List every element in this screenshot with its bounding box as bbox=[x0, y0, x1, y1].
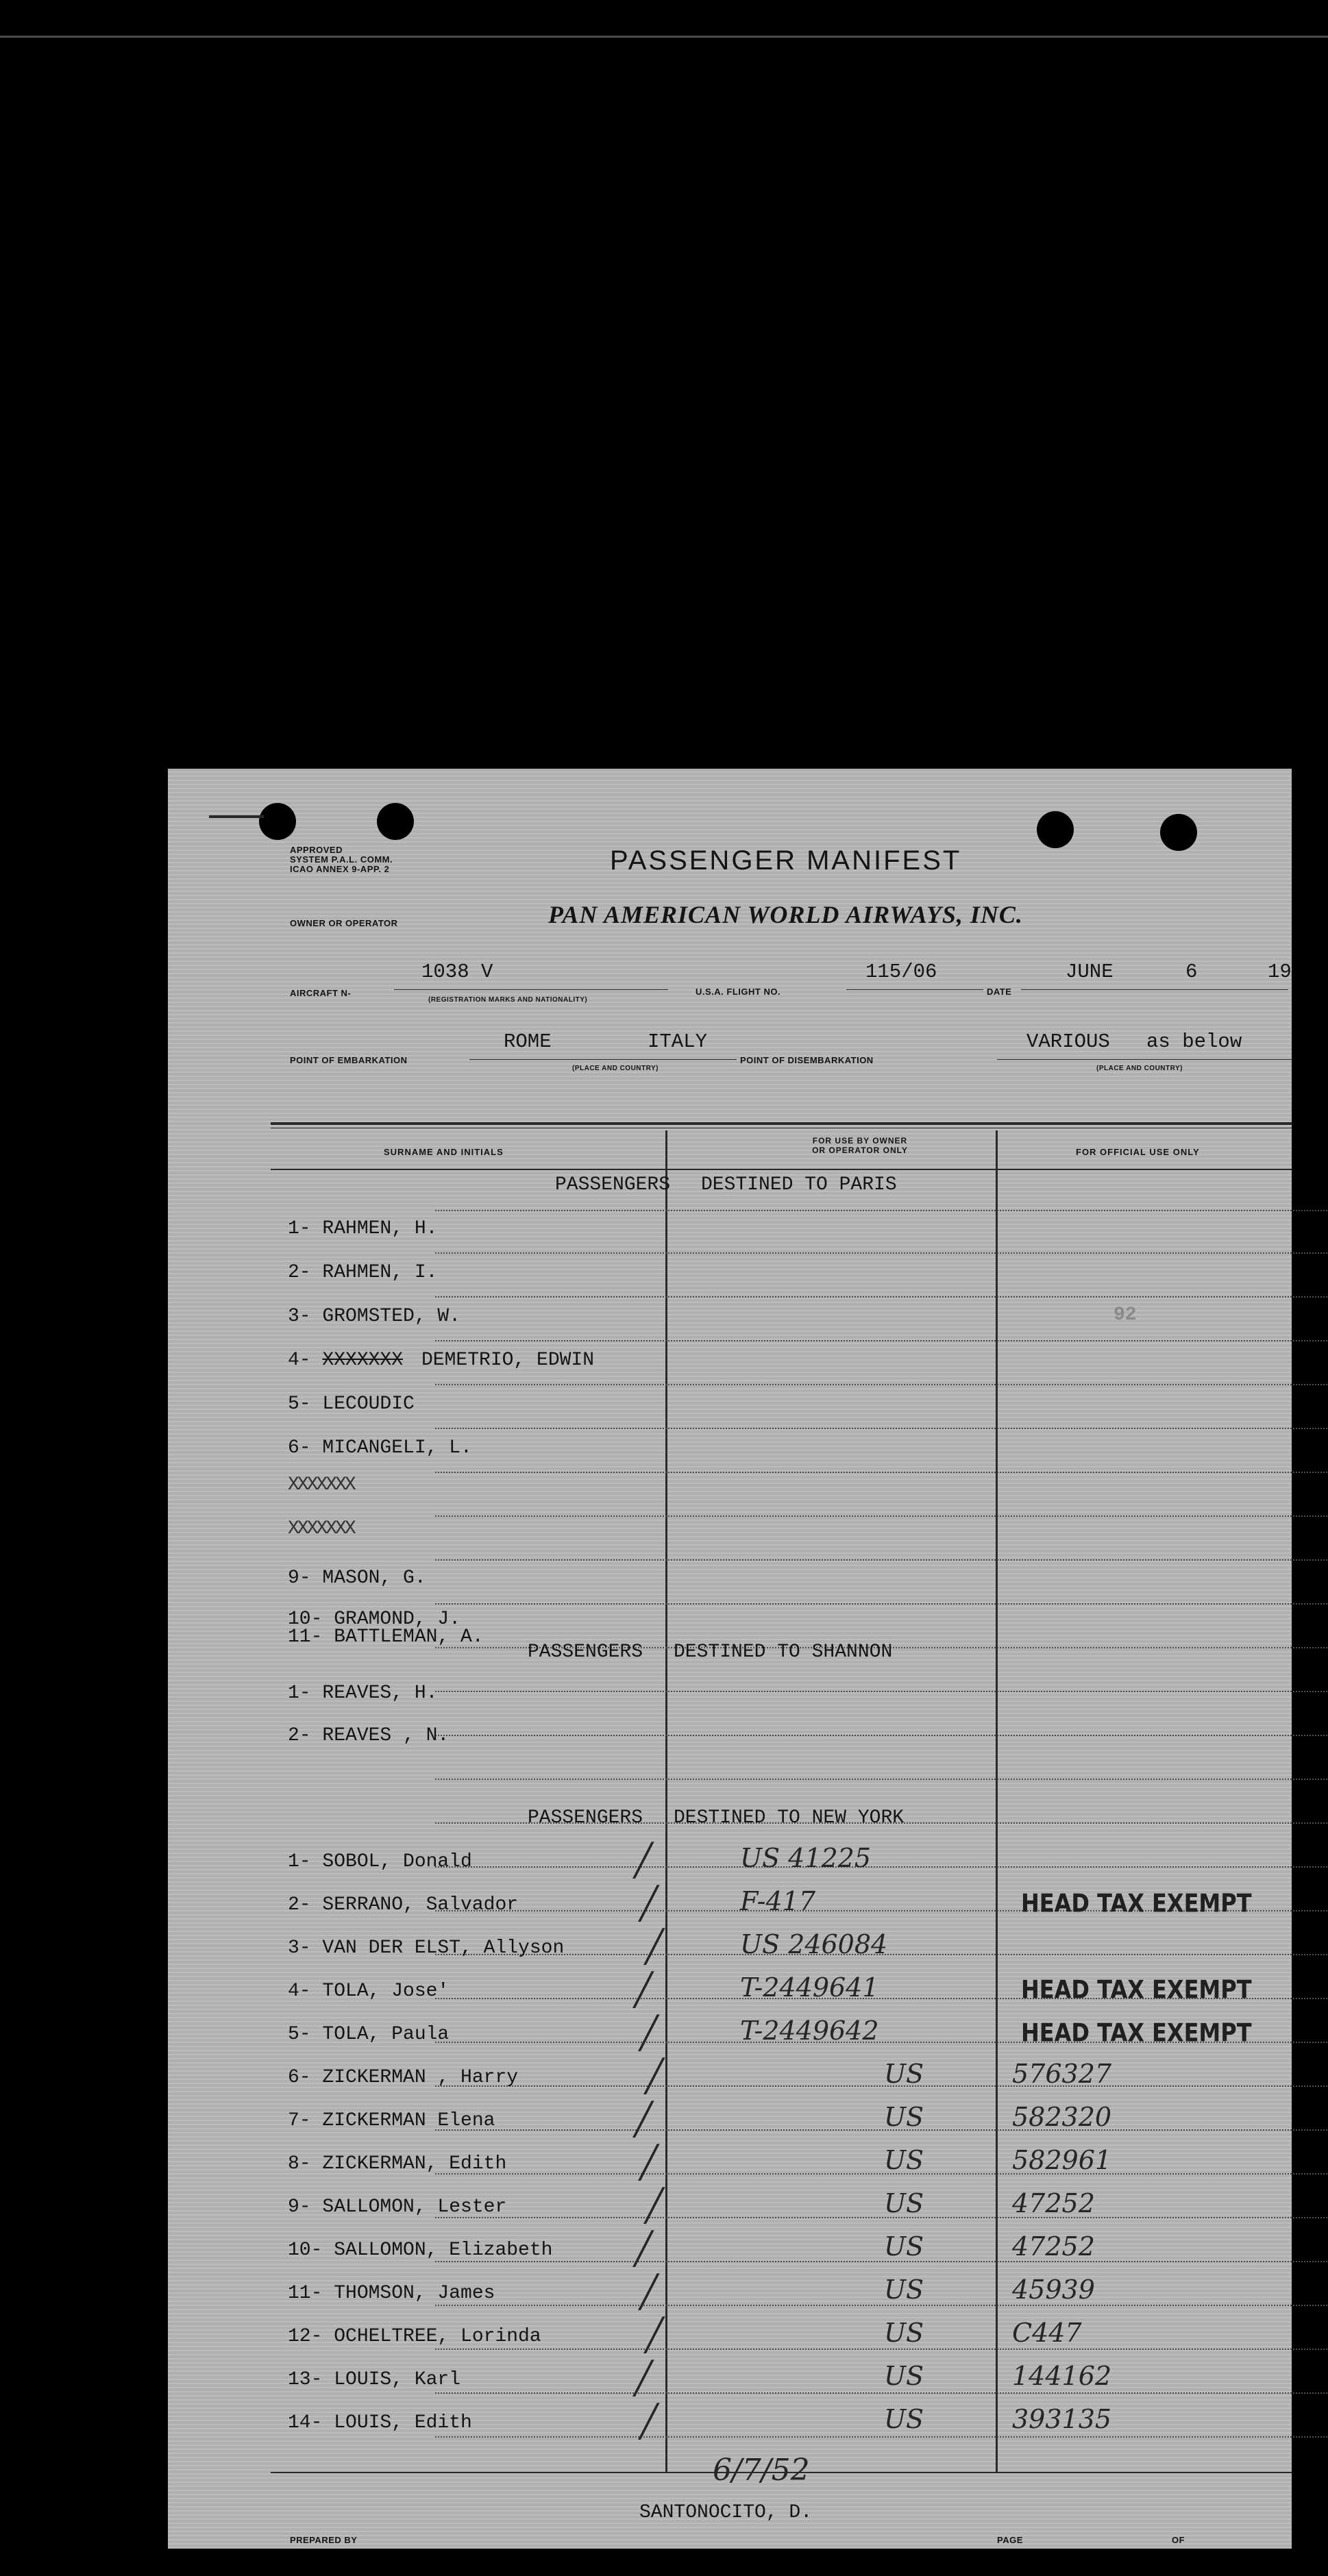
check-mark: ╱ bbox=[645, 1928, 664, 1965]
section-ny-a: PASSENGERS bbox=[528, 1807, 643, 1829]
date-year: 19 bbox=[1268, 961, 1292, 983]
passenger-name: 5- TOLA, Paula bbox=[288, 2024, 450, 2045]
document-number: US bbox=[884, 2275, 924, 2305]
check-mark: ╱ bbox=[634, 1842, 653, 1879]
document-number: US bbox=[884, 2231, 924, 2262]
disembarkation-label: POINT OF DISEMBARKATION bbox=[740, 1055, 874, 1065]
official-number: 47252 bbox=[1012, 2188, 1095, 2218]
passenger-name: 7- ZICKERMAN Elena bbox=[288, 2110, 495, 2131]
column-divider bbox=[665, 1130, 667, 2472]
head-tax-exempt-stamp: HEAD TAX EXEMPT bbox=[1021, 2018, 1252, 2048]
embarkation-line bbox=[469, 1059, 737, 1060]
check-mark: ╱ bbox=[634, 2101, 653, 2138]
prepared-by: SANTONOCITO, D. bbox=[639, 2502, 813, 2523]
passenger-name: 4- TOLA, Jose' bbox=[288, 1981, 450, 2002]
section-shannon-b: DESTINED TO SHANNON bbox=[674, 1642, 893, 1663]
flight-line bbox=[846, 989, 983, 990]
flight-label: U.S.A. FLIGHT NO. bbox=[696, 987, 781, 997]
disembarkation-line bbox=[997, 1059, 1292, 1060]
paris-row: 5- LECOUDIC bbox=[288, 1394, 415, 1415]
column-divider bbox=[996, 1130, 998, 2472]
official-number: 144162 bbox=[1012, 2361, 1112, 2391]
passenger-name: 14- LOUIS, Edith bbox=[288, 2412, 472, 2433]
passenger-name: 8- ZICKERMAN, Edith bbox=[288, 2153, 507, 2175]
passenger-name: 6- ZICKERMAN , Harry bbox=[288, 2067, 519, 2088]
prepared-label: PREPARED BY bbox=[290, 2535, 358, 2545]
passenger-name: 3- VAN DER ELST, Allyson bbox=[288, 1937, 565, 1959]
struck-text: XXXXXXX bbox=[322, 1350, 404, 1371]
table-top-rule bbox=[271, 1122, 1292, 1125]
embark-caption: (PLACE AND COUNTRY) bbox=[572, 1065, 659, 1072]
registration-caption: (REGISTRATION MARKS AND NATIONALITY) bbox=[428, 996, 588, 1004]
official-number: 576327 bbox=[1012, 2059, 1112, 2089]
section-ny-b: DESTINED TO NEW YORK bbox=[674, 1807, 905, 1829]
paris-row: 10- GRAMOND, J. bbox=[288, 1609, 461, 1630]
handwritten-date: 6/7/52 bbox=[713, 2453, 810, 2488]
struck-row: XXXXXXX bbox=[288, 1518, 354, 1539]
document-number: US bbox=[884, 2318, 924, 2348]
paris-row: 1- RAHMEN, H. bbox=[288, 1218, 438, 1239]
official-mark: 92 bbox=[1114, 1304, 1137, 1326]
document-number: US bbox=[884, 2188, 924, 2218]
official-number: C447 bbox=[1012, 2318, 1082, 2348]
check-mark: ╱ bbox=[645, 2187, 664, 2224]
punch-hole bbox=[377, 803, 414, 840]
manifest-sheet bbox=[168, 769, 1292, 2549]
head-tax-exempt-stamp: HEAD TAX EXEMPT bbox=[1021, 1974, 1252, 2005]
embarkation-label: POINT OF EMBARKATION bbox=[290, 1055, 408, 1065]
col-surname-header: SURNAME AND INITIALS bbox=[384, 1147, 504, 1157]
paris-row: 2- RAHMEN, I. bbox=[288, 1262, 438, 1283]
disembarkation-note: as below bbox=[1146, 1030, 1242, 1053]
document-number: US bbox=[884, 2102, 924, 2132]
section-paris-b: DESTINED TO PARIS bbox=[701, 1174, 897, 1196]
check-mark: ╱ bbox=[639, 2403, 659, 2440]
form-title: PASSENGER MANIFEST bbox=[610, 845, 962, 876]
document-number: US bbox=[884, 2059, 924, 2089]
embarkation-country: ITALY bbox=[648, 1030, 708, 1053]
official-number: 582320 bbox=[1012, 2102, 1112, 2132]
official-number: 393135 bbox=[1012, 2404, 1112, 2434]
approval-note: APPROVED SYSTEM P.A.L. COMM. ICAO ANNEX 9-APP. 2 bbox=[290, 845, 393, 874]
check-mark: ╱ bbox=[634, 2360, 653, 2397]
date-day: 6 bbox=[1185, 961, 1198, 983]
paris-row: 4- XXXXXXX bbox=[288, 1350, 404, 1371]
paris-row: 6- MICANGELI, L. bbox=[288, 1437, 472, 1459]
shannon-row: 1- REAVES, H. bbox=[288, 1683, 438, 1704]
header-rule bbox=[271, 1169, 1292, 1170]
official-number: 582961 bbox=[1012, 2145, 1112, 2175]
passenger-name: 10- SALLOMON, Elizabeth bbox=[288, 2240, 553, 2261]
official-number: 45939 bbox=[1012, 2275, 1095, 2305]
shannon-row: 2- REAVES , N. bbox=[288, 1725, 450, 1746]
check-mark: ╱ bbox=[639, 2144, 659, 2181]
disembark-caption: (PLACE AND COUNTRY) bbox=[1096, 1065, 1183, 1072]
operator-name: PAN AMERICAN WORLD AIRWAYS, INC. bbox=[548, 901, 1023, 928]
official-number: 47252 bbox=[1012, 2231, 1095, 2262]
check-mark: ╱ bbox=[639, 2014, 659, 2051]
passenger-name: 1- SOBOL, Donald bbox=[288, 1851, 472, 1872]
flight-value: 115/06 bbox=[865, 961, 937, 983]
document-number: T-2449641 bbox=[740, 1972, 879, 2003]
date-label: DATE bbox=[987, 987, 1012, 997]
check-mark: ╱ bbox=[639, 2273, 659, 2310]
paris-row-name: DEMETRIO, EDWIN bbox=[421, 1350, 595, 1371]
check-mark: ╱ bbox=[634, 1971, 653, 2008]
passenger-name: 12- OCHELTREE, Lorinda bbox=[288, 2326, 541, 2347]
paris-row: 11- BATTLEMAN, A. bbox=[288, 1626, 484, 1648]
disembarkation-value: VARIOUS bbox=[1026, 1030, 1110, 1053]
aircraft-label: AIRCRAFT N- bbox=[290, 988, 352, 998]
punch-hole bbox=[1037, 811, 1074, 848]
check-mark: ╱ bbox=[645, 2316, 664, 2353]
aircraft-line bbox=[394, 989, 668, 990]
section-shannon-a: PASSENGERS bbox=[528, 1642, 643, 1663]
document-number: US 41225 bbox=[740, 1843, 872, 1873]
passenger-name: 11- THOMSON, James bbox=[288, 2283, 495, 2304]
owner-label: OWNER OR OPERATOR bbox=[290, 918, 398, 928]
header-mark bbox=[209, 815, 264, 818]
of-label: OF bbox=[1172, 2535, 1185, 2545]
passenger-name: 9- SALLOMON, Lester bbox=[288, 2196, 507, 2218]
head-tax-exempt-stamp: HEAD TAX EXEMPT bbox=[1021, 1888, 1252, 1918]
date-month: JUNE bbox=[1066, 961, 1114, 983]
page-label: PAGE bbox=[997, 2535, 1023, 2545]
document-number: US 246084 bbox=[740, 1929, 888, 1959]
date-line bbox=[1021, 989, 1288, 990]
punch-hole bbox=[259, 803, 296, 840]
punch-hole bbox=[1160, 814, 1197, 851]
paris-row: 9- MASON, G. bbox=[288, 1568, 426, 1589]
section-paris-a: PASSENGERS bbox=[555, 1174, 671, 1196]
passenger-name: 13- LOUIS, Karl bbox=[288, 2369, 461, 2390]
document-number: US bbox=[884, 2361, 924, 2391]
check-mark: ╱ bbox=[639, 1885, 659, 1922]
embarkation-place: ROME bbox=[504, 1030, 552, 1053]
col-official-header: FOR OFFICIAL USE ONLY bbox=[1076, 1147, 1200, 1157]
passenger-name: 2- SERRANO, Salvador bbox=[288, 1894, 519, 1916]
paris-row: 3- GROMSTED, W. bbox=[288, 1306, 461, 1327]
document-number: US bbox=[884, 2145, 924, 2175]
col-owner-header: FOR USE BY OWNER OR OPERATOR ONLY bbox=[812, 1136, 908, 1155]
check-mark: ╱ bbox=[634, 2230, 653, 2267]
struck-row: XXXXXXX bbox=[288, 1474, 354, 1496]
aircraft-value: 1038 V bbox=[421, 961, 493, 983]
document-number: US bbox=[884, 2404, 924, 2434]
document-number: T-2449642 bbox=[740, 2016, 879, 2046]
check-mark: ╱ bbox=[645, 2057, 664, 2094]
document-number: F-417 bbox=[740, 1886, 816, 1916]
top-rule bbox=[0, 36, 1328, 38]
